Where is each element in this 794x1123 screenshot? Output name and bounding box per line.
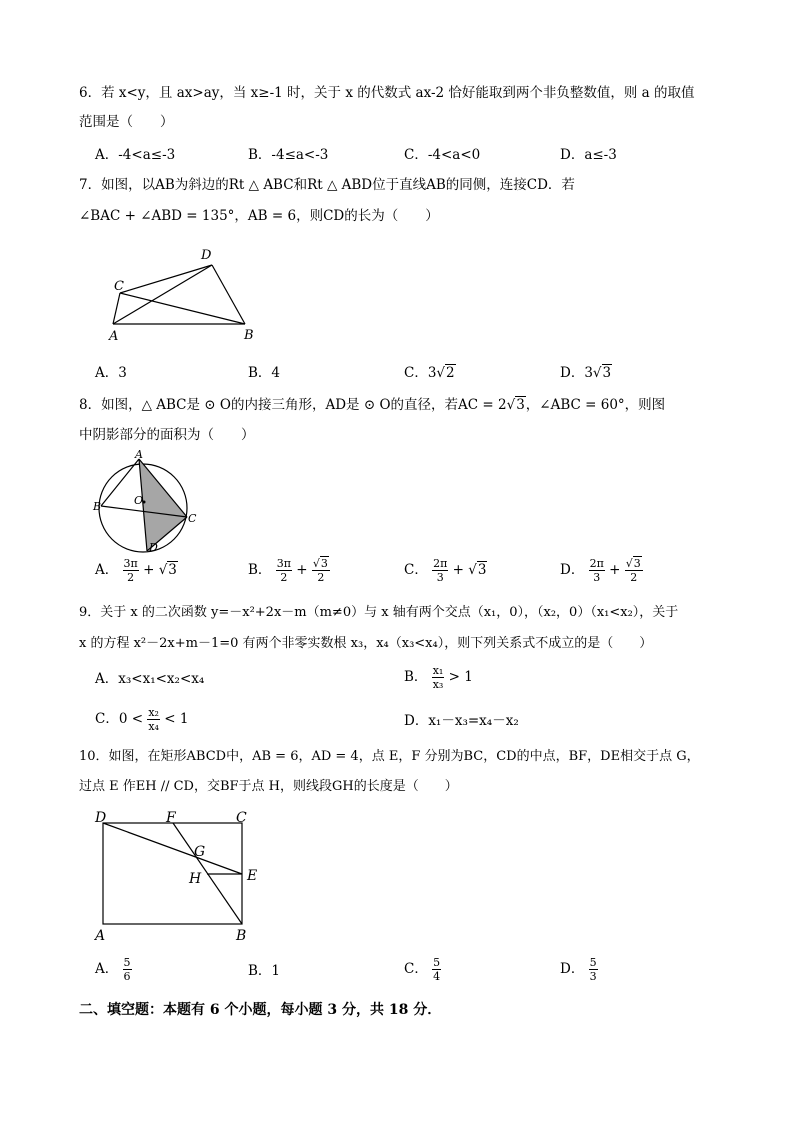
q7-label-c: C [114,279,124,294]
q7-option-a: A．3 [95,365,127,381]
q8-label-a: A [135,448,143,461]
q10-stem-line1: 10．如图，在矩形ABCD中，AB = 6，AD = 4，点 E，F 分别为BC，CD的中点，BF，DE相交于点 G， [79,749,700,764]
q9-option-d: D．x₁－x₃=x₄－x₂ [404,713,519,729]
q9-option-c: C．0 < $\frac{\text{x₂}}{\text{x₄}}$ < 1 [95,706,189,733]
q8-label-o: O [134,494,144,507]
q10-label-f: F [166,810,176,826]
q8-label-c: C [188,512,197,525]
q10-label-a: A [95,928,106,944]
q10-label-g: G [194,844,206,860]
q10-option-d: D． $\frac{5}{3}$ [560,956,597,983]
q6-option-c: C．-4<a<0 [404,147,481,163]
q7-label-a: A [109,329,119,344]
q10-stem-line2: 过点 E 作EH // CD，交BF于点 H，则线段GH的长度是（ ） [79,779,458,794]
q7-option-b: B．4 [248,365,281,381]
q7-option-c: C．3√2 [404,365,455,381]
q10-label-d: D [95,810,107,826]
q10-figure [90,806,270,946]
q6-stem-line1: 6．若 x<y，且 ax>ay，当 x≥-1 时，关于 x 的代数式 ax-2 恰好能取到两个非负整数值，则 a 的取值 [79,85,695,101]
q7-label-b: B [244,328,254,343]
q6-option-a: A．-4<a≤-3 [95,147,176,163]
q8-option-a: A． $\frac{3\pi}{2}$ + √3 [95,557,177,584]
q8-option-d: D． $\frac{2\pi}{3}$ + $\frac{√3}{2}$ [560,557,641,584]
q8-stem-line2: 中阴影部分的面积为（ ） [79,427,255,443]
q8-option-b: B． $\frac{3\pi}{2}$ + $\frac{√3}{2}$ [248,557,328,584]
q10-option-c: C． $\frac{5}{4}$ [404,956,441,983]
q10-label-b: B [236,928,247,944]
q7-option-d: D．3√3 [560,365,612,381]
q10-option-a: A． $\frac{5}{6}$ [95,956,131,983]
q9-stem-line2: x 的方程 x²－2x+m－1=0 有两个非零实数根 x₃，x₄（x₃<x₄），则下列关系式不成立的是（ ） [79,636,653,651]
q8-stem-line1: 8．如图，△ ABC是 ⊙ O的内接三角形，AD是 ⊙ O的直径，若AC = 2√3，∠ABC = 60°，则图 [79,397,666,413]
q9-option-b: B． $\frac{\text{x₁}}{\text{x₃}}$ > 1 [404,664,473,691]
q8-figure [90,447,200,555]
q7-figure [100,240,270,345]
q8-label-b: B [93,500,102,513]
q6-option-b: B．-4≤a<-3 [248,147,329,163]
q10-option-b: B．1 [248,963,281,979]
q7-label-d: D [201,248,212,263]
q7-stem-line1: 7．如图，以AB为斜边的Rt △ ABC和Rt △ ABD位于直线AB的同侧，连接CD．若 [79,177,575,193]
section-2-heading: 二、填空题：本题有 6 个小题，每小题 3 分，共 18 分． [79,1002,442,1018]
q10-label-e: E [247,868,258,884]
q9-stem-line1: 9．关于 x 的二次函数 y=－x²+2x－m（m≠0）与 x 轴有两个交点（x₁，0），（x₂，0）（x₁<x₂），关于 [79,605,679,620]
q8-option-c: C． $\frac{2\pi}{3}$ + √3 [404,557,487,584]
q7-stem-line2: ∠BAC + ∠ABD = 135°，AB = 6，则CD的长为（ ） [79,208,439,224]
q10-label-h: H [189,871,202,887]
q9-option-a: A．x₃<x₁<x₂<x₄ [95,671,205,687]
q10-label-c: C [236,810,247,826]
q6-stem-line2: 范围是（ ） [79,114,174,130]
q8-label-d: D [149,541,158,554]
q6-option-d: D．a≤-3 [560,147,617,163]
